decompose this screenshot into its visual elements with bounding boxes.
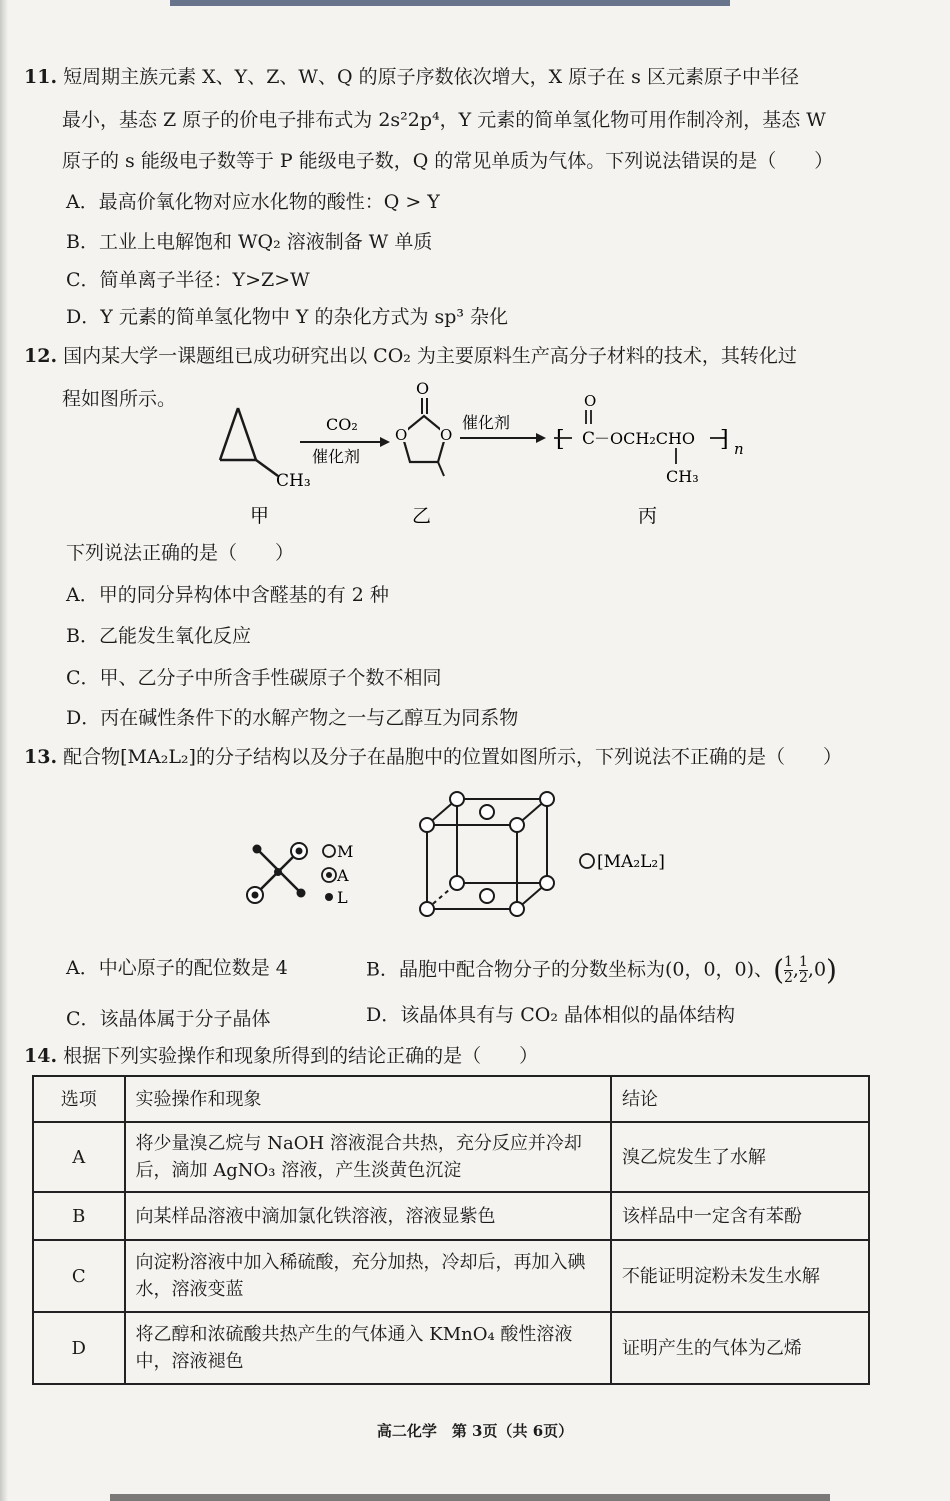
table-row bbox=[33, 1312, 869, 1384]
row-operation: 将乙醇和浓硫酸共热产生的气体通入 KMnO₄ 酸性溶液中，溶液褪色 bbox=[125, 1312, 611, 1384]
frac2-num: 1 bbox=[798, 954, 808, 970]
row-conclusion: 该样品中一定含有苯酚 bbox=[611, 1192, 869, 1240]
q11-option-a: A．最高价氧化物对应水化物的酸性：Q > Y bbox=[66, 191, 440, 213]
q14-line1 bbox=[24, 1043, 538, 1069]
experiment-table bbox=[32, 1075, 870, 1385]
q12-ask: 下列说法正确的是（ ） bbox=[66, 542, 295, 564]
q11-stem-1: 短周期主族元素 X、Y、Z、W、Q 的原子序数依次增大，X 原子在 s 区元素原子中半径 bbox=[63, 66, 799, 88]
q11-option-d: D．Y 元素的简单氢化物中 Y 的杂化方式为 sp³ 杂化 bbox=[66, 306, 509, 328]
q13-option-a: A．中心原子的配位数是 4 bbox=[66, 957, 288, 979]
q13-option-b-text: B．晶胞中配合物分子的分数坐标为(0，0，0)、 bbox=[366, 958, 774, 981]
q13-number: 13. bbox=[24, 746, 58, 768]
polymer-methyl: CH₃ bbox=[666, 467, 699, 486]
row-conclusion: 溴乙烷发生了水解 bbox=[611, 1122, 869, 1192]
bracket-left: [ bbox=[556, 427, 565, 452]
polymer-c: C bbox=[582, 429, 596, 449]
table-header-row bbox=[33, 1076, 869, 1122]
q13-option-c: C．该晶体属于分子晶体 bbox=[66, 1008, 271, 1030]
row-conclusion: 证明产生的气体为乙烯 bbox=[611, 1312, 869, 1384]
q13-option-d: D．该晶体具有与 CO₂ 晶体相似的晶体结构 bbox=[366, 1004, 736, 1026]
legend-m: M bbox=[337, 842, 354, 861]
polymer-carbonyl-o: O bbox=[584, 392, 597, 410]
crystal-figure bbox=[235, 785, 695, 925]
row-operation: 向淀粉溶液中加入稀硫酸，充分加热，冷却后，再加入碘水，溶液变蓝 bbox=[125, 1240, 611, 1312]
legend-l: L bbox=[337, 888, 348, 907]
q13-stem: 配合物[MA₂L₂]的分子结构以及分子在晶胞中的位置如图所示，下列说法不正确的是（ ） bbox=[63, 746, 842, 768]
label-yi: 乙 bbox=[412, 505, 432, 527]
row-conclusion: 不能证明淀粉未发生水解 bbox=[611, 1240, 869, 1312]
frac1-num: 1 bbox=[784, 954, 793, 970]
molecule-legend bbox=[322, 842, 353, 907]
q14-number: 14. bbox=[24, 1045, 58, 1067]
row-option: C bbox=[33, 1240, 125, 1312]
q12-option-a: A．甲的同分异构体中含醛基的有 2 种 bbox=[66, 584, 389, 606]
legend-a: A bbox=[337, 866, 349, 885]
legend-cell-molecule: [MA₂L₂] bbox=[597, 852, 665, 872]
row-operation: 将少量溴乙烷与 NaOH 溶液混合共热，充分反应并冷却后，滴加 AgNO₃ 溶液，产生淡黄色沉淀 bbox=[125, 1122, 611, 1192]
carbonyl-o: O bbox=[416, 380, 430, 398]
label-bing: 丙 bbox=[638, 505, 658, 527]
header-option: 选项 bbox=[33, 1076, 125, 1122]
table-row bbox=[33, 1240, 869, 1312]
q14-stem: 根据下列实验操作和现象所得到的结论正确的是（ ） bbox=[63, 1045, 539, 1067]
q13-line1 bbox=[24, 744, 842, 770]
frac2-den: 2 bbox=[798, 970, 808, 986]
arrow2-reagent: 催化剂 bbox=[462, 413, 511, 432]
table-row bbox=[33, 1122, 869, 1192]
q11-option-c: C．简单离子半径：Y>Z>W bbox=[66, 269, 310, 291]
arrow-1 bbox=[300, 415, 390, 466]
q12-line2: 程如图所示。 bbox=[62, 388, 177, 410]
bottom-edge-shadow bbox=[110, 1494, 830, 1501]
q11-line3: 原子的 s 能级电子数等于 P 能级电子数，Q 的常见单质为气体。下列说法错误的是（ ） bbox=[62, 150, 834, 172]
bracket-right: ] bbox=[720, 427, 729, 452]
arrow1-reagent-bottom: 催化剂 bbox=[312, 447, 361, 466]
q12-option-d: D．丙在碱性条件下的水解产物之一与乙醇互为同系物 bbox=[66, 707, 519, 729]
q11-line2: 最小，基态 Z 原子的价电子排布式为 2s²2p⁴，Y 元素的简单氢化物可用作制冷剂，基态 W bbox=[62, 109, 826, 131]
compound-yi bbox=[395, 380, 452, 527]
arrow1-reagent-top: CO₂ bbox=[326, 415, 358, 434]
reaction-scheme bbox=[200, 380, 760, 540]
compound-bing bbox=[554, 392, 744, 527]
arrow-2 bbox=[460, 413, 546, 443]
q12-stem-1: 国内某大学一课题组已成功研究出以 CO₂ 为主要原料生产高分子材料的技术，其转化过 bbox=[63, 345, 797, 367]
label-jia: 甲 bbox=[250, 505, 270, 527]
page-footer: 高二化学 第 3页（共 6页） bbox=[376, 1422, 574, 1440]
frac-tail: 0 bbox=[813, 958, 827, 981]
jia-methyl: CH₃ bbox=[276, 471, 311, 491]
ring-o-left: O bbox=[395, 426, 408, 444]
q12-number: 12. bbox=[24, 345, 58, 367]
q11-option-b: B．工业上电解饱和 WQ₂ 溶液制备 W 单质 bbox=[66, 231, 433, 253]
row-operation: 向某样品溶液中滴加氯化铁溶液，溶液显紫色 bbox=[125, 1192, 611, 1240]
q11-number: 11. bbox=[24, 66, 58, 88]
q11-line1 bbox=[24, 64, 799, 90]
row-option: D bbox=[33, 1312, 125, 1384]
molecule-structure bbox=[247, 843, 307, 903]
row-option: A bbox=[33, 1122, 125, 1192]
q13-option-b: B．晶胞中配合物分子的分数坐标为(0，0，0)、( $\frac{1}{2}$ , $\frac{1}{2}$ ,0) bbox=[366, 953, 837, 987]
row-option: B bbox=[33, 1192, 125, 1240]
polymer-n: n bbox=[734, 440, 744, 458]
table-row bbox=[33, 1192, 869, 1240]
q12-option-b: B．乙能发生氧化反应 bbox=[66, 625, 251, 647]
compound-jia bbox=[220, 408, 311, 527]
q12-line1 bbox=[24, 343, 797, 369]
polymer-chain: －OCH₂CHO bbox=[594, 429, 696, 448]
frac1-den: 2 bbox=[784, 970, 793, 986]
ring-o-right: O bbox=[440, 426, 453, 444]
q12-option-c: C．甲、乙分子中所含手性碳原子个数不相同 bbox=[66, 667, 442, 689]
header-operation: 实验操作和现象 bbox=[125, 1076, 611, 1122]
header-conclusion: 结论 bbox=[611, 1076, 869, 1122]
